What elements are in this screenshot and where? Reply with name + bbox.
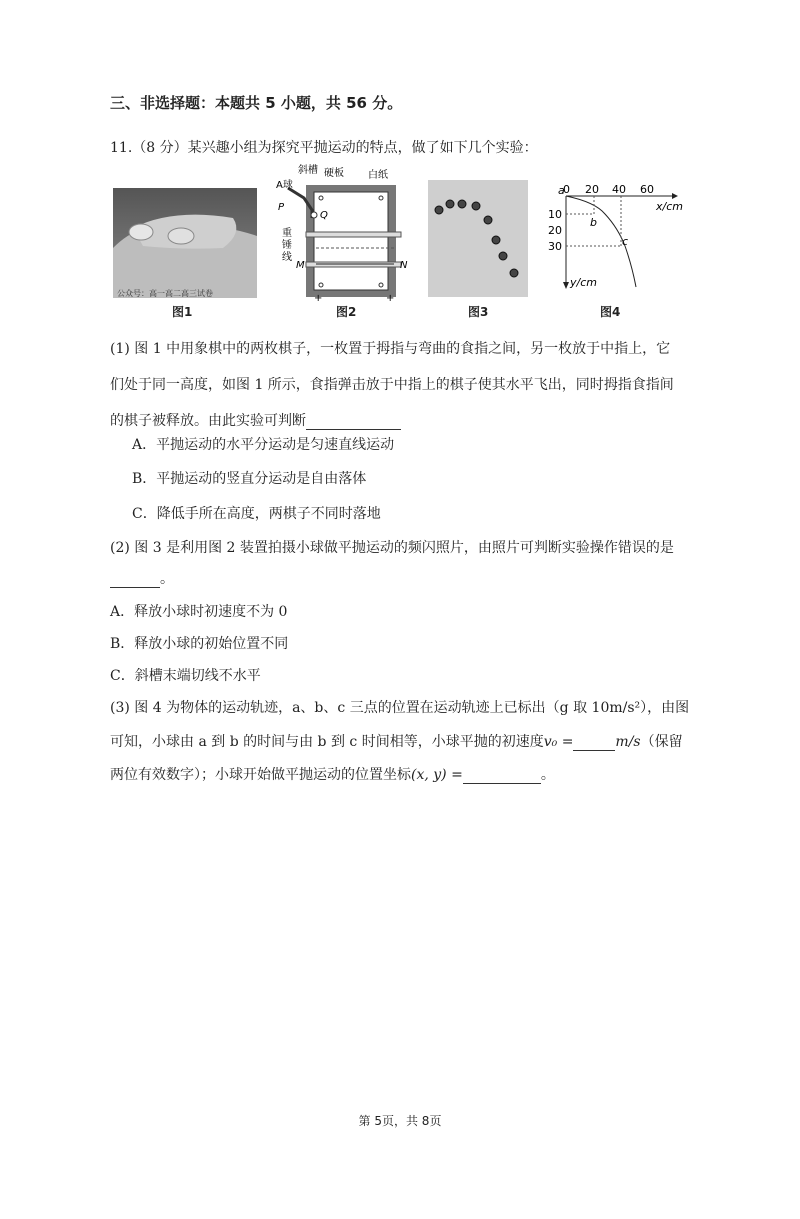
x-axis-label: x/cm (656, 200, 683, 213)
hand-photo (113, 188, 257, 298)
label-Q: Q (320, 210, 328, 221)
trajectory-graph (540, 182, 700, 297)
page-footer: 第 5页，共 8页 (358, 1114, 442, 1128)
velocity-unit: m/s (615, 734, 641, 750)
label-plumb-1: 重 (282, 228, 292, 239)
part3-line2-text: 可知，小球由 a 到 b 的时间与由 b 到 c 时间相等，小球平抛的初速度 (110, 734, 544, 750)
fig3-caption: 图3 (468, 305, 489, 319)
figure-2 (276, 160, 416, 302)
part3-line3-end: 。 (540, 767, 555, 783)
label-N: N (400, 260, 408, 271)
part2-line2-end: 。 (160, 571, 174, 587)
coord-symbol: (x, y) = (411, 767, 463, 783)
part3-line3-text: 两位有效数字）；小球开始做平抛运动的位置坐标 (110, 767, 411, 783)
label-plumb-3: 线 (282, 252, 292, 263)
v0-symbol: v₀ = (543, 734, 574, 750)
answer-blank-4[interactable] (463, 767, 541, 784)
fig4-caption: 图4 (600, 305, 621, 319)
label-plus-left: + (314, 293, 323, 302)
part3-line3 (110, 764, 555, 784)
part1-line2: 们处于同一高度，如图 1 所示，食指弹击放于中指上的棋子使其水平飞出，同时拇指食指间 (110, 377, 674, 393)
part2-option-b: B．释放小球的初始位置不同 (110, 636, 289, 652)
y-axis-label: y/cm (570, 276, 597, 289)
part3-line1: (3) 图 4 为物体的运动轨迹，a、b、c 三点的位置在运动轨迹上已标出（g 取 10m/s²），由图 (110, 700, 690, 716)
fig1-caption: 图1 (172, 305, 193, 319)
point-c: c (622, 235, 629, 248)
part1-line1: (1) 图 1 中用象棋中的两枚棋子，一枚置于拇指与弯曲的食指之间，另一枚放于中指上，它 (110, 341, 671, 357)
label-paper: 白纸 (368, 170, 388, 181)
point-b: b (590, 216, 597, 229)
answer-blank-3[interactable] (573, 734, 615, 751)
part1-line3-text: 的棋子被释放。由此实验可判断 (110, 413, 306, 429)
part1-option-a: A．平抛运动的水平分运动是匀速直线运动 (132, 437, 395, 453)
figure-3 (428, 180, 528, 297)
part2-option-a: A．释放小球时初速度不为 0 (110, 604, 288, 620)
x-tick-0: 0 (563, 183, 570, 196)
y-tick-10: 10 (548, 208, 562, 221)
label-board: 硬板 (324, 168, 344, 179)
label-plus-right: + (386, 293, 395, 302)
question-intro: 11.（8 分）某兴趣小组为探究平抛运动的特点，做了如下几个实验： (110, 140, 538, 156)
point-a: a (558, 184, 565, 197)
y-tick-30: 30 (548, 240, 562, 253)
answer-blank-1[interactable] (306, 413, 401, 430)
figure-4 (540, 182, 700, 297)
fig1-watermark: 公众号：高一高二高三试卷 (117, 289, 213, 298)
label-chute: 斜槽 (298, 165, 318, 176)
label-plumb-2: 锤 (282, 240, 292, 251)
strobe-photo (428, 180, 528, 297)
part2-option-c: C．斜槽末端切线不水平 (110, 668, 261, 684)
part2-line1: (2) 图 3 是利用图 2 装置拍摄小球做平抛运动的频闪照片，由照片可判断实验操作错误的是 (110, 540, 674, 556)
part3-line2-end: （保留 (640, 734, 683, 750)
part3-line2 (110, 731, 683, 751)
x-tick-60: 60 (640, 183, 654, 196)
x-tick-40: 40 (612, 183, 626, 196)
part1-option-c: C．降低手所在高度，两棋子不同时落地 (132, 506, 381, 522)
label-M: M (296, 260, 305, 271)
part2-line2 (110, 568, 174, 588)
part1-option-b: B．平抛运动的竖直分运动是自由落体 (132, 471, 367, 487)
fig2-caption: 图2 (336, 305, 357, 319)
x-tick-20: 20 (585, 183, 599, 196)
label-ball: A球 (276, 180, 293, 191)
part1-line3 (110, 410, 401, 430)
answer-blank-2[interactable] (110, 571, 160, 588)
label-P: P (278, 202, 285, 213)
section-header: 三、非选择题：本题共 5 小题，共 56 分。 (110, 94, 403, 112)
figure-1 (113, 188, 257, 298)
apparatus-diagram (276, 160, 416, 302)
y-tick-20: 20 (548, 224, 562, 237)
